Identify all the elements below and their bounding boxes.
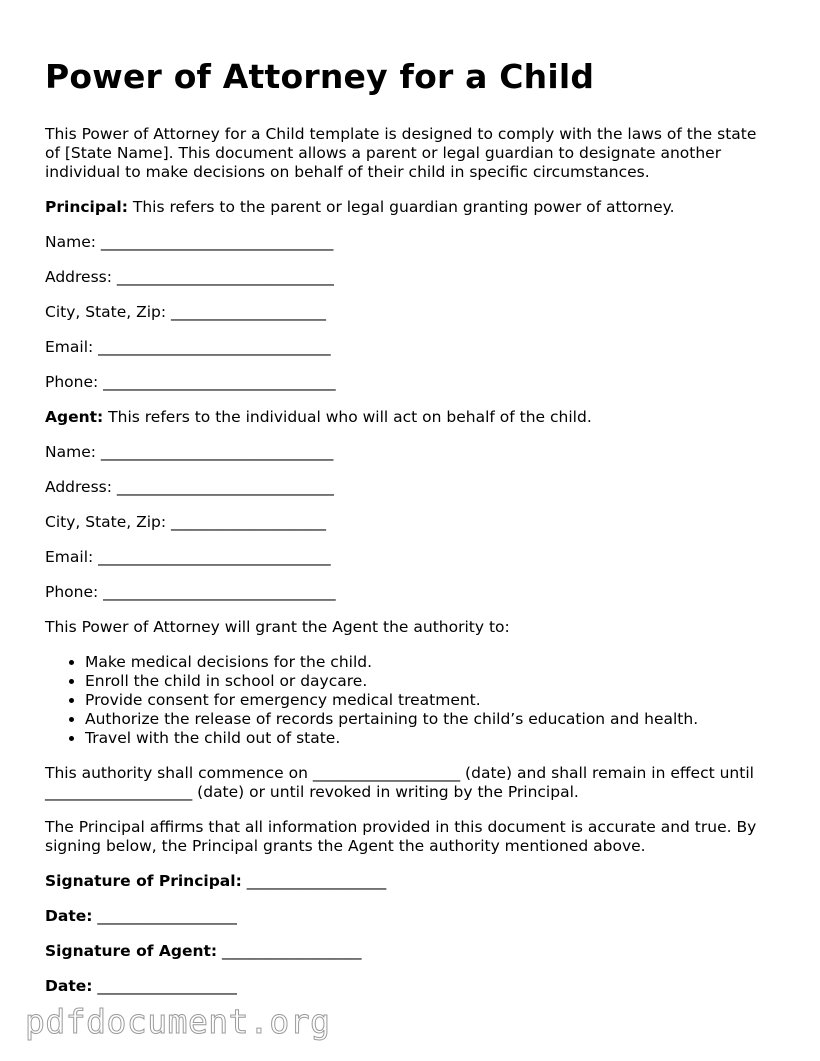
- list-item: • Make medical decisions for the child.: [85, 653, 775, 672]
- agent-signature-line[interactable]: __________________: [217, 942, 362, 960]
- list-item: • Authorize the release of records pertaining to the child’s education and health.: [85, 710, 775, 729]
- duration-paragraph[interactable]: This authority shall commence on ___________________ (date) and shall remain in effect until ___________________ (date) or until revoked in writing by the Principal.: [45, 764, 754, 801]
- authority-list: [45, 653, 775, 748]
- document-page: [45, 55, 775, 1012]
- principal-signature-label: Signature of Principal:: [45, 872, 242, 890]
- agent-name-field[interactable]: Name: ______________________________: [45, 443, 334, 461]
- affirmation-paragraph: The Principal affirms that all information provided in this document is accurate and true. By signing below, the Principal grants the Agent the authority mentioned above.: [45, 818, 757, 855]
- principal-email-field[interactable]: Email: ______________________________: [45, 338, 331, 356]
- agent-city-state-zip-field[interactable]: City, State, Zip: ____________________: [45, 513, 327, 531]
- watermark: pdfdocument.org: [25, 1002, 331, 1041]
- agent-address-field[interactable]: Address: ____________________________: [45, 478, 334, 496]
- agent-date-label: Date:: [45, 977, 93, 995]
- principal-address-field[interactable]: Address: ____________________________: [45, 268, 334, 286]
- agent-description: This refers to the individual who will act on behalf of the child.: [103, 408, 592, 426]
- principal-date-field[interactable]: [45, 907, 775, 926]
- list-item: • Provide consent for emergency medical treatment.: [85, 691, 775, 710]
- agent-label: Agent:: [45, 408, 104, 426]
- principal-city-state-zip-field[interactable]: City, State, Zip: ____________________: [45, 303, 327, 321]
- page-title: Power of Attorney for a Child: [45, 57, 595, 96]
- principal-description: This refers to the parent or legal guardian granting power of attorney.: [127, 198, 675, 216]
- agent-section-heading: [45, 408, 775, 427]
- list-item: • Travel with the child out of state.: [85, 729, 775, 748]
- principal-signature-line[interactable]: __________________: [241, 872, 387, 890]
- agent-phone-field[interactable]: Phone: ______________________________: [45, 583, 336, 601]
- principal-date-line[interactable]: __________________: [92, 907, 237, 925]
- intro-paragraph: This Power of Attorney for a Child template is designed to comply with the laws of the state of [State Name]. This document allows a parent or legal guardian to designate another individual to make decisions on behalf of their child in specific circumstances.: [45, 125, 757, 181]
- authority-intro: This Power of Attorney will grant the Agent the authority to:: [45, 618, 510, 636]
- agent-date-line[interactable]: __________________: [92, 977, 237, 995]
- principal-phone-field[interactable]: Phone: ______________________________: [45, 373, 336, 391]
- principal-name-field[interactable]: Name: ______________________________: [45, 233, 334, 251]
- principal-label: Principal:: [45, 198, 128, 216]
- agent-email-field[interactable]: Email: ______________________________: [45, 548, 331, 566]
- agent-signature-field[interactable]: [45, 942, 775, 961]
- list-item: • Enroll the child in school or daycare.: [85, 672, 775, 691]
- agent-date-field[interactable]: [45, 977, 775, 996]
- principal-date-label: Date:: [45, 907, 93, 925]
- principal-section-heading: [45, 198, 775, 217]
- agent-signature-label: Signature of Agent:: [45, 942, 218, 960]
- principal-signature-field[interactable]: [45, 872, 775, 891]
